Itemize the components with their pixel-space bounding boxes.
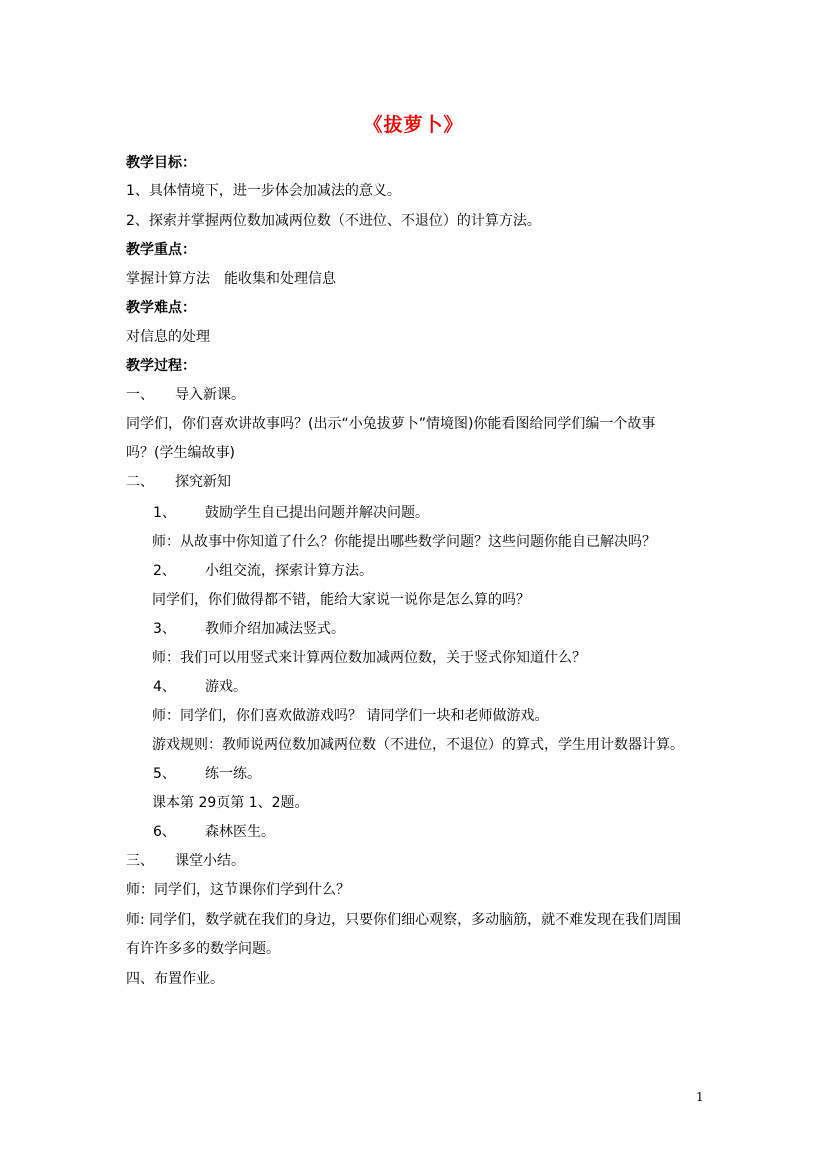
step-number: 4、 xyxy=(153,679,176,695)
summary-answer-line: 师: 同学们，数学就在我们的身边，只要你们细心观察，多动脑筋，就不难发现在我们周围 xyxy=(126,912,682,928)
step-label: 森林医生。 xyxy=(205,824,275,840)
step-label: 小组交流，探索计算方法。 xyxy=(205,563,373,579)
key-text: 掌握计算方法 能收集和处理信息 xyxy=(126,271,336,287)
step-detail: 师：从故事中你知道了什么？你能提出哪些数学问题？这些问题你能自已解决吗？ xyxy=(152,534,656,550)
section-number: 二、 xyxy=(126,474,154,490)
step-label: 教师介绍加减法竖式。 xyxy=(205,621,345,637)
step-detail: 同学们，你们做得都不错，能给大家说一说你是怎么算的吗？ xyxy=(152,592,530,608)
key-heading: 教学重点： xyxy=(126,242,196,258)
homework-section: 四、布置作业。 xyxy=(126,971,224,987)
step-number: 3、 xyxy=(153,621,176,637)
summary-answer-line: 有许许多多的数学问题。 xyxy=(126,941,280,957)
summary-question: 师：同学们，这节课你们学到什么？ xyxy=(126,882,350,898)
goal-item: 2、探索并掌握两位数加减两位数（不进位、不退位）的计算方法。 xyxy=(126,213,541,229)
step-label: 练一练。 xyxy=(205,766,261,782)
step-label: 鼓励学生自已提出问题并解决问题。 xyxy=(205,505,429,521)
step-detail: 师：我们可以用竖式来计算两位数加减两位数，关于竖式你知道什么？ xyxy=(152,650,586,666)
section-number: 一、 xyxy=(126,387,154,403)
difficulty-text: 对信息的处理 xyxy=(126,329,210,345)
step-label: 游戏。 xyxy=(205,679,247,695)
difficulty-heading: 教学难点： xyxy=(126,300,196,316)
intro-paragraph-line: 同学们，你们喜欢讲故事吗？(出示“小兔拔萝卜”情境图)你能看图给同学们编一个故事 xyxy=(126,416,656,432)
section-label: 导入新课。 xyxy=(175,387,245,403)
step-number: 2、 xyxy=(153,563,176,579)
step-number: 1、 xyxy=(153,505,176,521)
section-label: 课堂小结。 xyxy=(175,853,245,869)
step-detail: 课本第 29页第 1、2题。 xyxy=(152,795,309,811)
step-number: 6、 xyxy=(153,824,176,840)
section-number: 三、 xyxy=(126,853,154,869)
step-detail: 师：同学们，你们喜欢做游戏吗？ 请同学们一块和老师做游戏。 xyxy=(152,708,549,724)
goal-item: 1、具体情境下，进一步体会加减法的意义。 xyxy=(126,183,401,199)
section-label: 探究新知 xyxy=(175,474,231,490)
intro-paragraph-line: 吗？(学生编故事) xyxy=(126,445,235,461)
goals-heading: 教学目标： xyxy=(126,155,196,171)
page-number: 1 xyxy=(696,1090,704,1104)
step-number: 5、 xyxy=(153,766,176,782)
process-heading: 教学过程： xyxy=(126,358,196,374)
game-rules: 游戏规则：教师说两位数加减两位数（不进位，不退位）的算式，学生用计数器计算。 xyxy=(152,737,684,753)
document-title: 《拔萝卜》 xyxy=(363,114,464,136)
